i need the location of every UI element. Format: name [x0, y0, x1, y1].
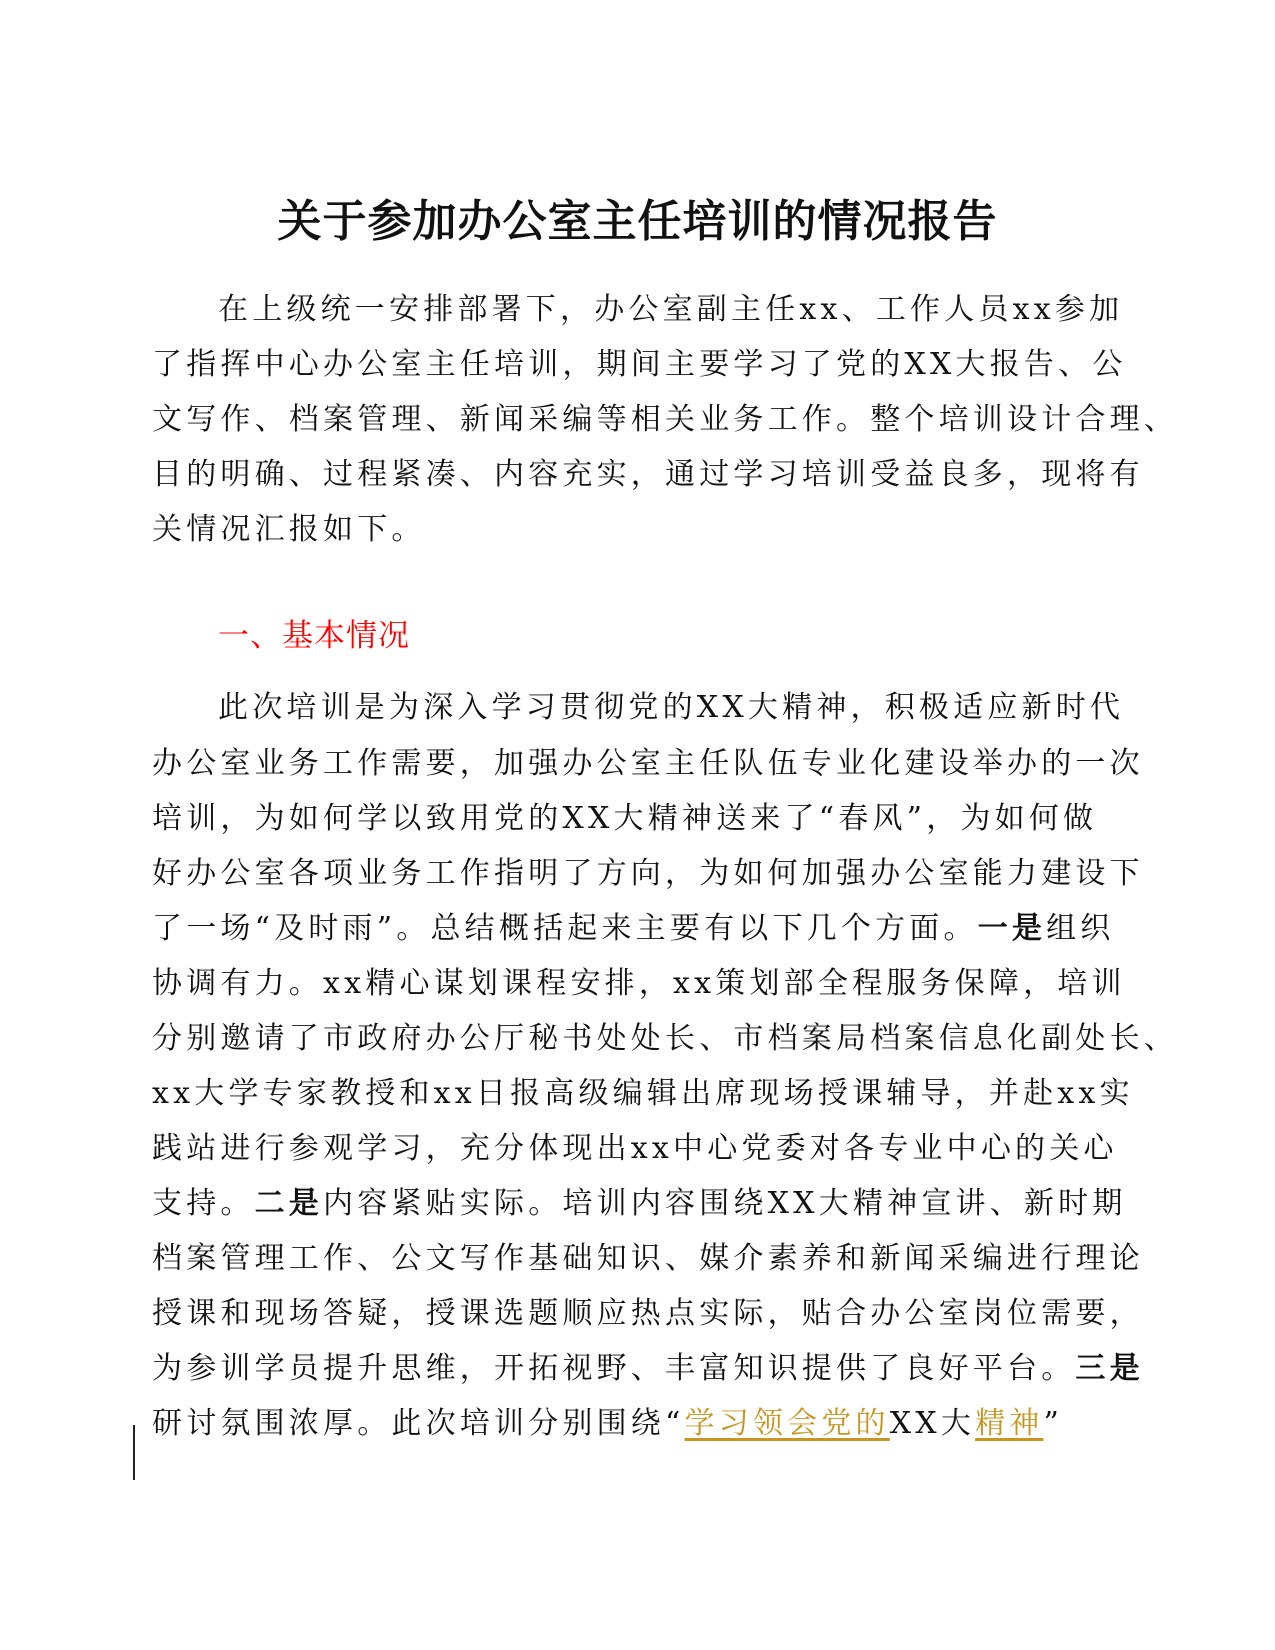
- body-line-1: 此次培训是为深入学习贯彻党的XX大精神，积极适应新时代: [218, 690, 1125, 725]
- body-line-14-mid: XX大: [889, 1406, 976, 1441]
- body-line-2: 办公室业务工作需要，加强办公室主任队伍专业化建设举办的一次: [152, 746, 1144, 781]
- body-line-5-text: 了一场“及时雨”。总结概括起来主要有以下几个方面。: [152, 911, 978, 946]
- point-three-label: 三是: [1075, 1351, 1144, 1386]
- body-line-10: [152, 1184, 1127, 1224]
- study-spirit-link[interactable]: 学习领会党的: [684, 1406, 890, 1441]
- intro-line-4: 目的明确、过程紧凑、内容充实，通过学习培训受益良多，现将有: [152, 457, 1144, 492]
- body-line-9: 践站进行参观学习，充分体现出xx中心党委对各专业中心的关心: [152, 1131, 1118, 1166]
- body-line-13-text: 为参训学员提升思维，开拓视野、丰富知识提供了良好平台。: [152, 1351, 1076, 1386]
- body-line-3: 培训，为如何学以致用党的XX大精神送来了“春风”，为如何做: [152, 801, 1098, 836]
- point-one-label: 一是: [977, 911, 1047, 946]
- body-line-14: [152, 1404, 1063, 1444]
- body-line-13: [152, 1349, 1144, 1389]
- body-line-14-head: 研讨氛围浓厚。此次培训分别围绕“: [152, 1406, 685, 1441]
- body-line-5-tail: 组织: [1046, 911, 1115, 946]
- intro-line-5: 关情况汇报如下。: [152, 512, 426, 547]
- body-line-10-tail: 内容紧贴实际。培训内容围绕XX大精神宣讲、新时期: [323, 1186, 1127, 1221]
- body-line-12: 授课和现场答疑，授课选题顺应热点实际，贴合办公室岗位需要，: [152, 1296, 1144, 1331]
- intro-line-1: 在上级统一安排部署下，办公室副主任xx、工作人员xx参加: [218, 292, 1124, 327]
- body-line-5: [152, 909, 1115, 949]
- intro-line-2: 了指挥中心办公室主任培训，期间主要学习了党的XX大报告、公: [152, 347, 1127, 382]
- body-line-7: 分别邀请了市政府办公厅秘书处处长、市档案局档案信息化副处长、: [152, 1021, 1178, 1056]
- intro-line-3: 文写作、档案管理、新闻采编等相关业务工作。整个培训设计合理、: [152, 402, 1178, 437]
- text-cursor: [133, 1425, 135, 1480]
- document-title: 关于参加办公室主任培训的情况报告: [277, 196, 998, 247]
- body-line-4: 好办公室各项业务工作指明了方向，为如何加强办公室能力建设下: [152, 856, 1144, 891]
- section-heading-basic: 一、基本情况: [218, 618, 410, 654]
- point-two-label: 二是: [254, 1186, 324, 1221]
- body-line-14-close-quote: ”: [1043, 1406, 1064, 1441]
- body-line-6: 协调有力。xx精心谋划课程安排，xx策划部全程服务保障，培训: [152, 966, 1126, 1001]
- body-line-11: 档案管理工作、公文写作基础知识、媒介素养和新闻采编进行理论: [152, 1241, 1144, 1276]
- spirit-link[interactable]: 精神: [975, 1406, 1044, 1441]
- body-line-10-head: 支持。: [152, 1186, 255, 1221]
- body-line-8: xx大学专家教授和xx日报高级编辑出席现场授课辅导，并赴xx实: [152, 1076, 1134, 1111]
